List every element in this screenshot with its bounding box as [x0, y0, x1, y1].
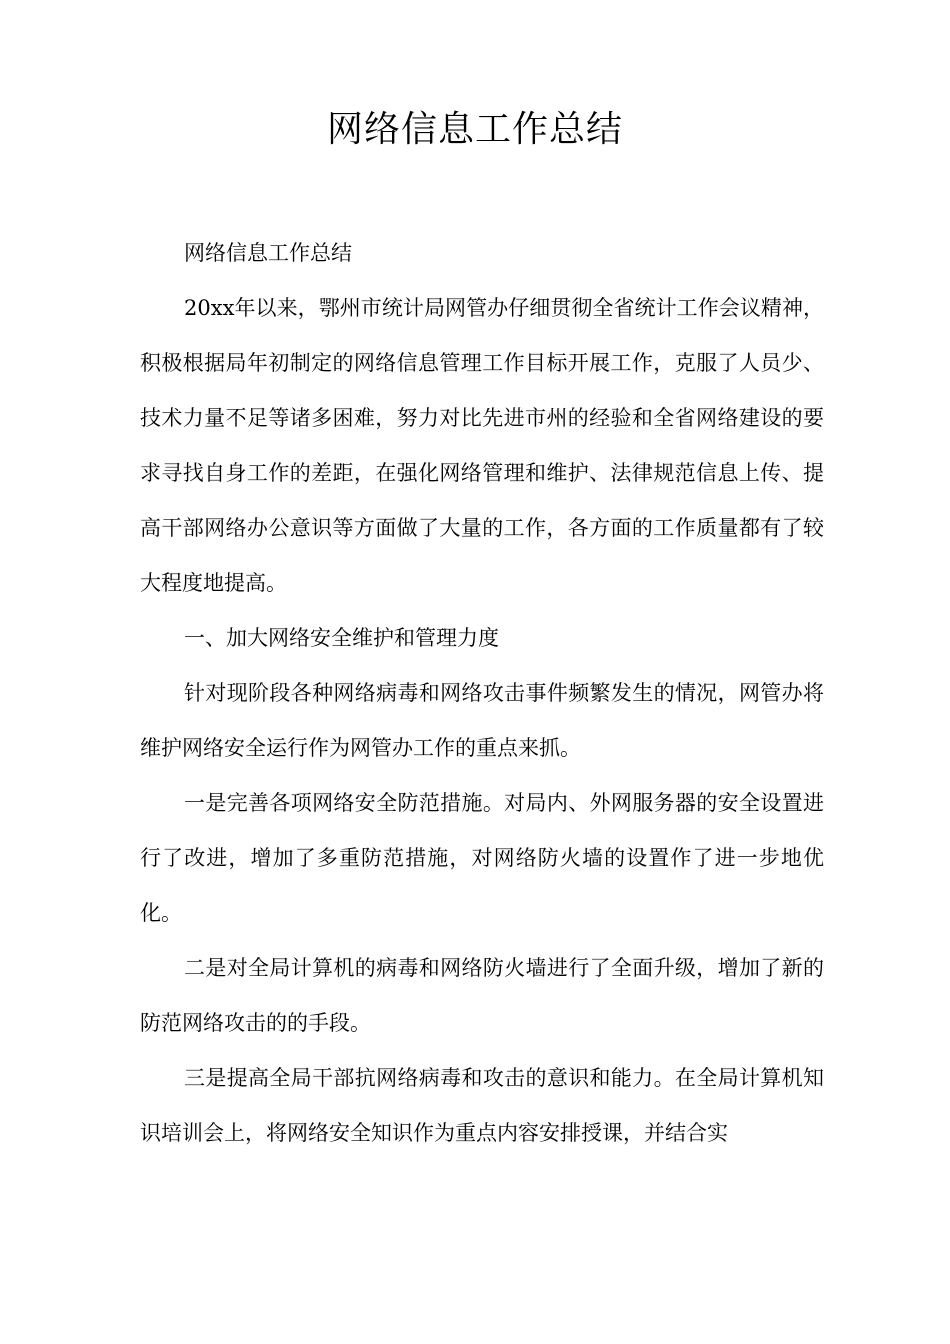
- document-body: [140, 226, 824, 1161]
- paragraph: 二是对全局计算机的病毒和网络防火墙进行了全面升级，增加了新的防范网络攻击的的手段。: [140, 956, 824, 1035]
- paragraph: 一是完善各项网络安全防范措施。对局内、外网服务器的安全设置进行了改进，增加了多重防范措施，对网络防火墙的设置作了进一步地优化。: [140, 791, 824, 925]
- paragraph: 针对现阶段各种网络病毒和网络攻击事件频繁发生的情况，网管办将维护网络安全运行作为网管办工作的重点来抓。: [140, 681, 824, 760]
- section-heading: 一、加大网络安全维护和管理力度: [184, 626, 499, 650]
- paragraph: 20xx年以来，鄂州市统计局网管办仔细贯彻全省统计工作会议精神，积极根据局年初制定的网络信息管理工作目标开展工作，克服了人员少、技术力量不足等诸多困难，努力对比先进市州的经验和全省网络建设的要求寻找自身工作的差距，在强化网络管理和维护、法律规范信息上传、提高干部网络办公意识等方面做了大量的工作，各方面的工作质量都有了较大程度地提高。: [140, 296, 824, 595]
- paragraph: 三是提高全局干部抗网络病毒和攻击的意识和能力。在全局计算机知识培训会上，将网络安全知识作为重点内容安排授课，并结合实: [140, 1066, 824, 1145]
- paragraph: 网络信息工作总结: [184, 241, 352, 265]
- document-title: 网络信息工作总结: [326, 109, 623, 150]
